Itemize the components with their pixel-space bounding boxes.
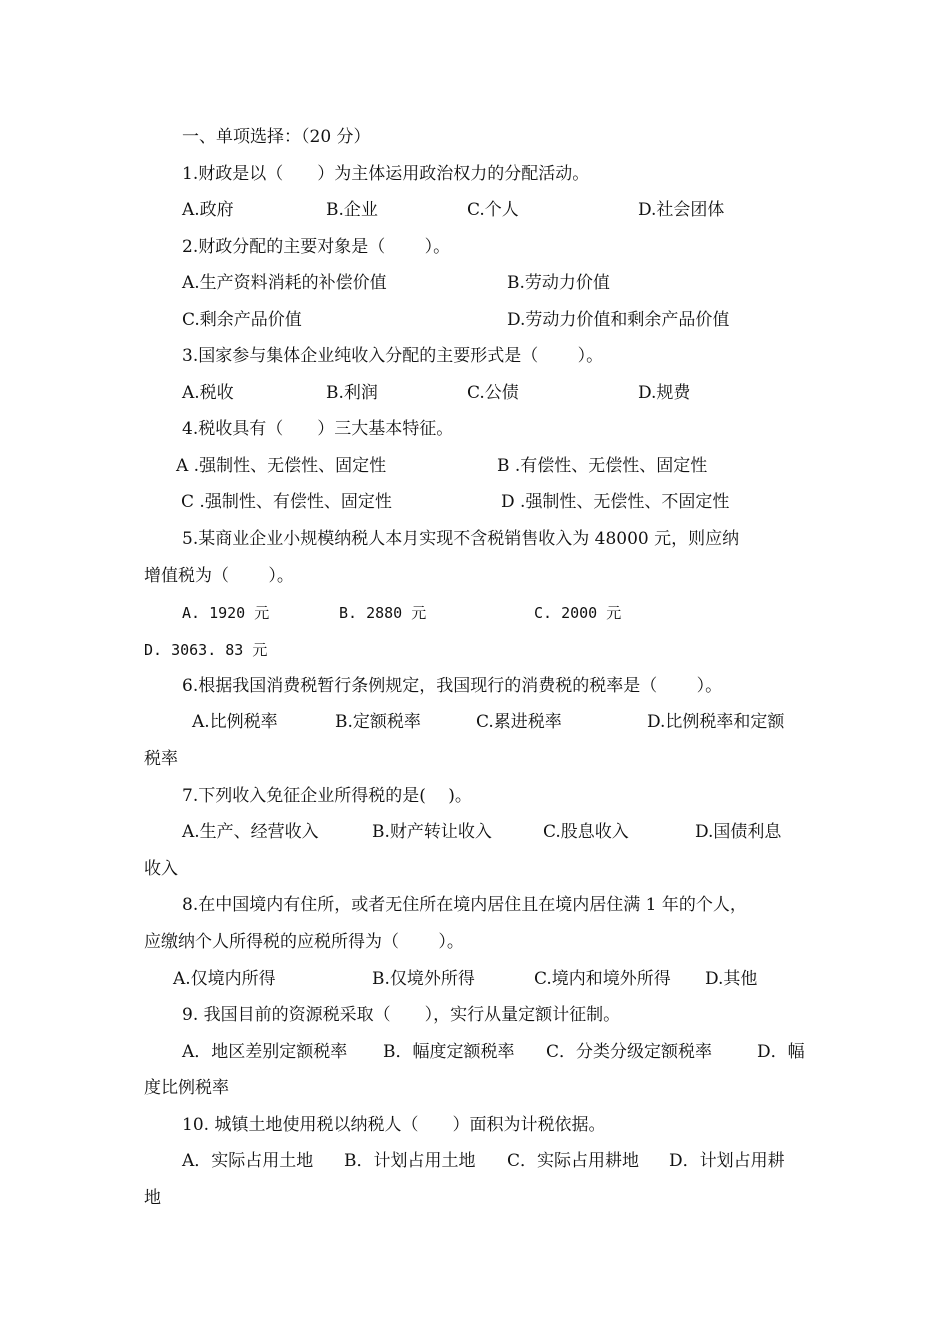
option-c: C．实际占用耕地 bbox=[507, 1151, 640, 1171]
option-a: A.仅境内所得 bbox=[173, 969, 276, 989]
option-b: B .有偿性、无偿性、固定性 bbox=[497, 456, 708, 476]
question-stem: 10. 城镇土地使用税以纳税人（ ）面积为计税依据。 bbox=[182, 1115, 606, 1135]
option-d-continued: 度比例税率 bbox=[144, 1078, 229, 1098]
option-d: D.比例税率和定额 bbox=[647, 712, 785, 732]
option-c: C.公债 bbox=[467, 383, 519, 403]
option-c: C.股息收入 bbox=[543, 822, 629, 842]
option-d-continued: 地 bbox=[144, 1188, 161, 1208]
option-d: D. 3063. 83 元 bbox=[144, 641, 268, 659]
option-b: B. 2880 元 bbox=[339, 604, 427, 622]
option-c: C.累进税率 bbox=[476, 712, 562, 732]
option-c: C .强制性、有偿性、固定性 bbox=[181, 492, 392, 512]
option-d: D．幅 bbox=[757, 1042, 805, 1062]
option-a: A .强制性、无偿性、固定性 bbox=[176, 456, 387, 476]
option-b: B.仅境外所得 bbox=[372, 969, 475, 989]
option-a: A.比例税率 bbox=[192, 712, 278, 732]
option-b: B.企业 bbox=[326, 200, 378, 220]
option-c: C.个人 bbox=[467, 200, 519, 220]
option-d: D.其他 bbox=[705, 969, 758, 989]
option-d: D.劳动力价值和剩余产品价值 bbox=[507, 310, 730, 330]
option-b: B.劳动力价值 bbox=[507, 273, 610, 293]
option-d: D.规费 bbox=[638, 383, 691, 403]
option-d: D.国债利息 bbox=[695, 822, 782, 842]
option-c: C.剩余产品价值 bbox=[182, 310, 302, 330]
option-b: B．幅度定额税率 bbox=[383, 1042, 515, 1062]
option-a: A．地区差别定额税率 bbox=[182, 1042, 348, 1062]
question-stem: 1.财政是以（ ）为主体运用政治权力的分配活动。 bbox=[182, 164, 590, 184]
option-b: B.定额税率 bbox=[335, 712, 421, 732]
option-d-continued: 收入 bbox=[144, 859, 178, 879]
option-d: D.社会团体 bbox=[638, 200, 725, 220]
option-a: A.生产、经营收入 bbox=[182, 822, 319, 842]
option-d: D．计划占用耕 bbox=[669, 1151, 785, 1171]
option-a: A.生产资料消耗的补偿价值 bbox=[182, 273, 387, 293]
option-a: A.政府 bbox=[182, 200, 234, 220]
question-stem: 9. 我国目前的资源税采取（ ），实行从量定额计征制。 bbox=[182, 1005, 621, 1025]
option-c: C．分类分级定额税率 bbox=[546, 1042, 713, 1062]
option-c: C. 2000 元 bbox=[534, 604, 622, 622]
option-c: C.境内和境外所得 bbox=[534, 969, 671, 989]
question-stem: 6.根据我国消费税暂行条例规定，我国现行的消费税的税率是（ ）。 bbox=[182, 676, 723, 696]
option-b: B．计划占用土地 bbox=[344, 1151, 476, 1171]
question-stem-line-1: 8.在中国境内有住所，或者无住所在境内居住且在境内居住满 1 年的个人， bbox=[182, 895, 747, 915]
question-stem: 7.下列收入免征企业所得税的是( )。 bbox=[182, 786, 472, 806]
question-stem-line-2: 应缴纳个人所得税的应税所得为（ ）。 bbox=[144, 932, 464, 952]
section-title: 一、单项选择：（20 分） bbox=[182, 127, 371, 147]
question-stem-line-1: 5.某商业企业小规模纳税人本月实现不含税销售收入为 48000 元，则应纳 bbox=[182, 529, 740, 549]
question-stem-line-2: 增值税为（ ）。 bbox=[144, 566, 294, 586]
question-stem: 4.税收具有（ ）三大基本特征。 bbox=[182, 419, 454, 439]
option-d-continued: 税率 bbox=[144, 749, 178, 769]
option-a: A.税收 bbox=[182, 383, 234, 403]
option-a: A．实际占用土地 bbox=[182, 1151, 314, 1171]
question-stem: 2.财政分配的主要对象是（ ）。 bbox=[182, 237, 451, 257]
option-a: A. 1920 元 bbox=[182, 604, 270, 622]
option-b: B.利润 bbox=[326, 383, 378, 403]
option-d: D .强制性、无偿性、不固定性 bbox=[501, 492, 730, 512]
question-stem: 3.国家参与集体企业纯收入分配的主要形式是（ ）。 bbox=[182, 346, 604, 366]
option-b: B.财产转让收入 bbox=[372, 822, 492, 842]
